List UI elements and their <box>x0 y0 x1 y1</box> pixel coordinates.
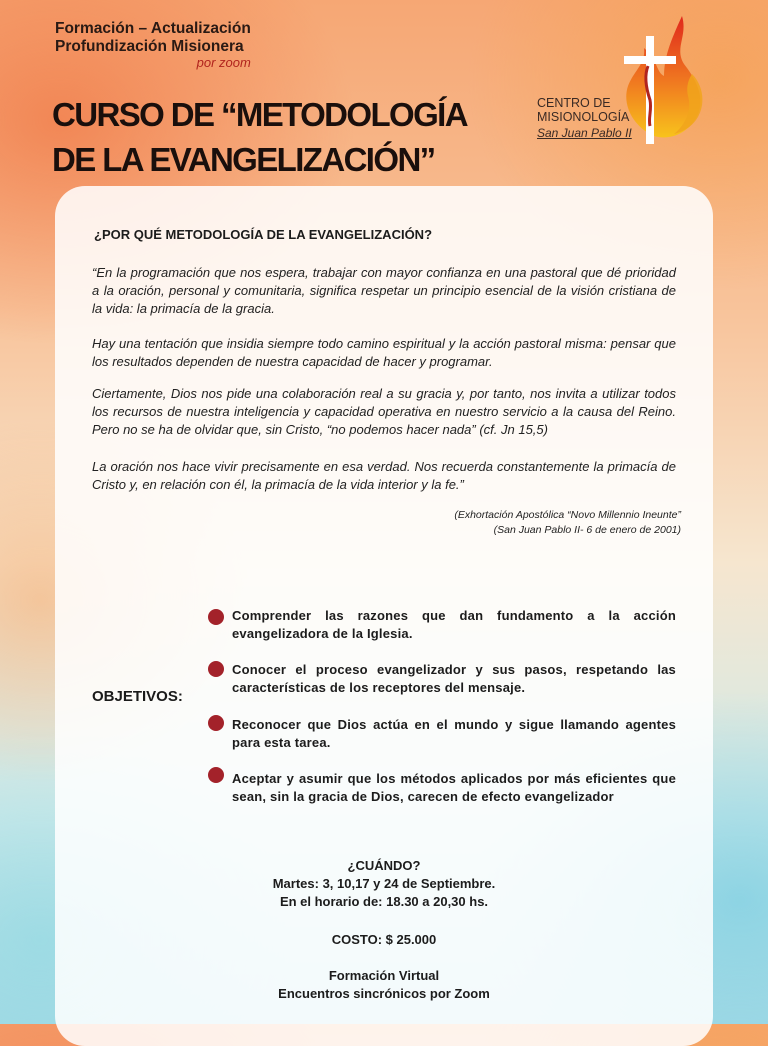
quote-paragraph-3: Ciertamente, Dios nos pide una colaboración real a su gracia y, por tanto, nos invita a utilizar todos los recursos de nuestra inteligencia y capacidad operativa en nuestro servicio a la causa del Reino. Pero no se ha de olvidar que, sin Cristo, “no podemos hacer nada” (cf. Jn 15,5) <box>92 386 676 437</box>
cost-text: COSTO: $ 25.000 <box>331 932 437 947</box>
header-line-2: Profundización Misionera <box>55 38 244 55</box>
citation-line-1: (Exhortación Apostólica “Novo Millennio Ineunte” <box>454 509 681 521</box>
logo-line-1: CENTRO DE <box>537 96 611 110</box>
objective-item-2: Conocer el proceso evangelizador y sus pasos, respetando las características de los receptores del mensaje. <box>232 662 676 695</box>
title-line-1: CURSO DE “METODOLOGÍA <box>52 96 467 133</box>
logo-line-2: MISIONOLOGÍA <box>537 110 630 124</box>
citation <box>454 508 681 538</box>
quote-paragraph-4: La oración nos hace vivir precisamente en esa verdad. Nos recuerda constantemente la primacía de Cristo y, en relación con él, la primacía de la vida interior y la fe.” <box>92 459 676 492</box>
header-line-1: Formación – Actualización <box>55 20 251 37</box>
section-question: ¿POR QUÉ METODOLOGÍA DE LA EVANGELIZACIÓN? <box>94 227 433 242</box>
logo-line-3: San Juan Pablo II <box>537 126 632 140</box>
objectives-label: OBJETIVOS: <box>92 688 183 705</box>
bullet-icon <box>208 661 224 677</box>
objective-item-3: Reconocer que Dios actúa en el mundo y sigue llamando agentes para esta tarea. <box>232 717 676 750</box>
quote-paragraph-1: “En la programación que nos espera, trabajar con mayor confianza en una pastoral que dé prioridad a la oración, personal y comunitaria, significa respetar un principio esencial de la visión cristiana de la vida: la primacía de la gracia. <box>92 265 676 316</box>
when-block <box>0 857 768 911</box>
title-line-2: DE LA EVANGELIZACIÓN” <box>52 141 435 178</box>
when-dates: Martes: 3, 10,17 y 24 de Septiembre. <box>272 876 496 891</box>
when-hours: En el horario de: 18.30 a 20,30 hs. <box>279 894 489 909</box>
bullet-icon <box>208 715 224 731</box>
format-line-1: Formación Virtual <box>328 968 440 983</box>
citation-line-2: (San Juan Pablo II- 6 de enero de 2001) <box>493 524 681 536</box>
objective-item-1: Comprender las razones que dan fundamento a la acción evangelizadora de la Iglesia. <box>232 608 676 641</box>
format-block <box>0 967 768 1003</box>
quote-paragraph-2: Hay una tentación que insidia siempre todo camino espiritual y la acción pastoral misma: pensar que los resultados dependen de nuestra capacidad de hacer y programar. <box>92 336 676 369</box>
course-title <box>52 92 467 182</box>
format-line-2: Encuentros sincrónicos por Zoom <box>278 986 490 1001</box>
header-line-3: por zoom <box>196 55 251 70</box>
program-header <box>55 20 251 70</box>
objective-item-4: Aceptar y asumir que los métodos aplicados por más eficientes que sean, sin la gracia de Dios, carecen de efecto evangelizador <box>232 771 676 804</box>
bullet-icon <box>208 609 224 625</box>
cross-flame-icon <box>612 14 712 146</box>
bullet-icon <box>208 767 224 783</box>
when-heading: ¿CUÁNDO? <box>347 858 421 873</box>
